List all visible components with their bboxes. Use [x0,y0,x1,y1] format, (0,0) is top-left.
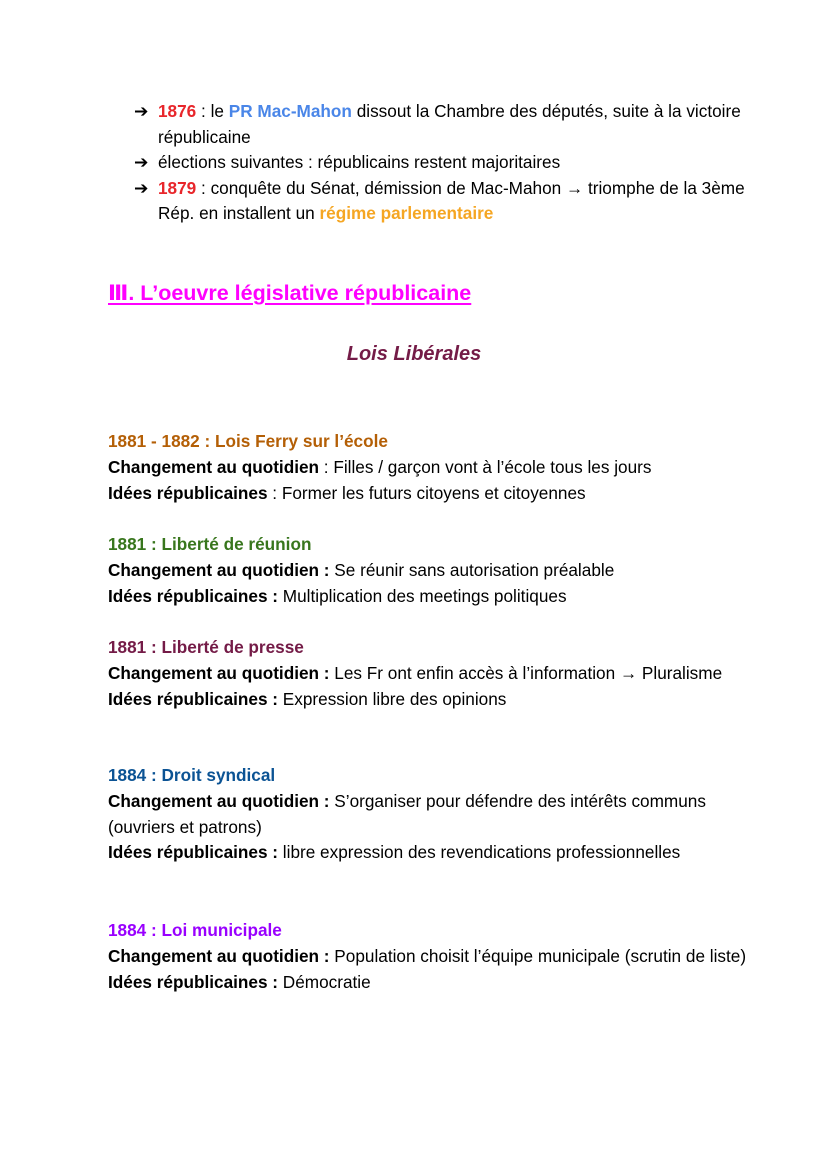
ideas-text: Démocratie [278,971,371,992]
bullet-item [134,99,754,150]
law-ideas-line [108,687,748,713]
change-text: S’organiser pour défendre des intérêts communs (ouvriers et patrons) [108,790,706,837]
highlight-pr-mac-mahon: PR Mac-Mahon [228,101,352,121]
ideas-text: : Former les futurs citoyens et citoyennes [267,482,586,503]
ideas-label: Idées républicaines : [108,585,279,606]
bullet-text: dissout la Chambre des députés, suite à la victoire républicaine [158,101,741,147]
ideas-text: Multiplication des meetings politiques [278,585,567,606]
law-heading: 1881 : Liberté de réunion [108,534,312,554]
law-change-line [108,558,748,584]
change-label: Changement au quotidien : [108,790,330,811]
section-title: Ⅲ. L’oeuvre législative républicaine [108,281,472,305]
highlight-regime-parlementaire: régime parlementaire [319,203,494,223]
change-text: Population choisit l’équipe municipale (scrutin de liste) [329,945,747,966]
law-heading: 1884 : Droit syndical [108,765,276,785]
year-1879: 1879 [158,177,197,198]
bullet-text: élections suivantes : républicains restent majoritaires [158,152,561,172]
law-heading: 1881 : Liberté de presse [108,637,304,657]
change-label: Changement au quotidien : [108,945,330,966]
change-label: Changement au quotidien : [108,662,330,683]
ideas-text: Expression libre des opinions [278,688,507,709]
law-block-ferry [108,429,748,506]
arrow-icon: ➔ [134,152,149,172]
year-1876: 1876 [158,101,197,121]
law-heading: 1881 - 1882 : Lois Ferry sur l’école [108,431,388,451]
bullet-text: : conquête du Sénat, démission de Mac-Mahon → triomphe de la 3ème Rép. en installent un [158,177,745,223]
law-ideas-line [108,970,748,996]
change-label: Changement au quotidien [108,456,320,477]
ideas-label: Idées républicaines : [108,688,279,709]
law-change-line [108,455,748,481]
change-text: Les Fr ont enfin accès à l’information → Pluralisme [329,662,723,683]
bullet-list [134,99,754,227]
bullet-item [134,150,754,176]
law-block-presse [108,635,748,712]
section-subtitle: Lois Libérales [346,343,482,365]
arrow-icon: ➔ [134,177,149,198]
ideas-label: Idées républicaines [108,482,268,503]
ideas-text: libre expression des revendications professionnelles [278,842,681,863]
change-text: Se réunir sans autorisation préalable [329,559,615,580]
law-block-syndical [108,763,748,866]
ideas-label: Idées républicaines : [108,971,279,992]
law-change-line [108,661,748,687]
law-change-line [108,944,748,970]
law-change-line [108,789,748,841]
change-label: Changement au quotidien : [108,559,330,580]
change-text: : Filles / garçon vont à l’école tous les jours [319,456,652,477]
law-block-municipale [108,918,748,995]
law-ideas-line [108,481,748,507]
bullet-text: : le [196,101,229,121]
law-ideas-line [108,584,748,610]
law-ideas-line [108,840,748,866]
law-heading: 1884 : Loi municipale [108,920,282,940]
bullet-item [134,176,754,227]
law-block-reunion [108,532,748,609]
ideas-label: Idées républicaines : [108,842,279,863]
arrow-icon: ➔ [134,101,149,121]
